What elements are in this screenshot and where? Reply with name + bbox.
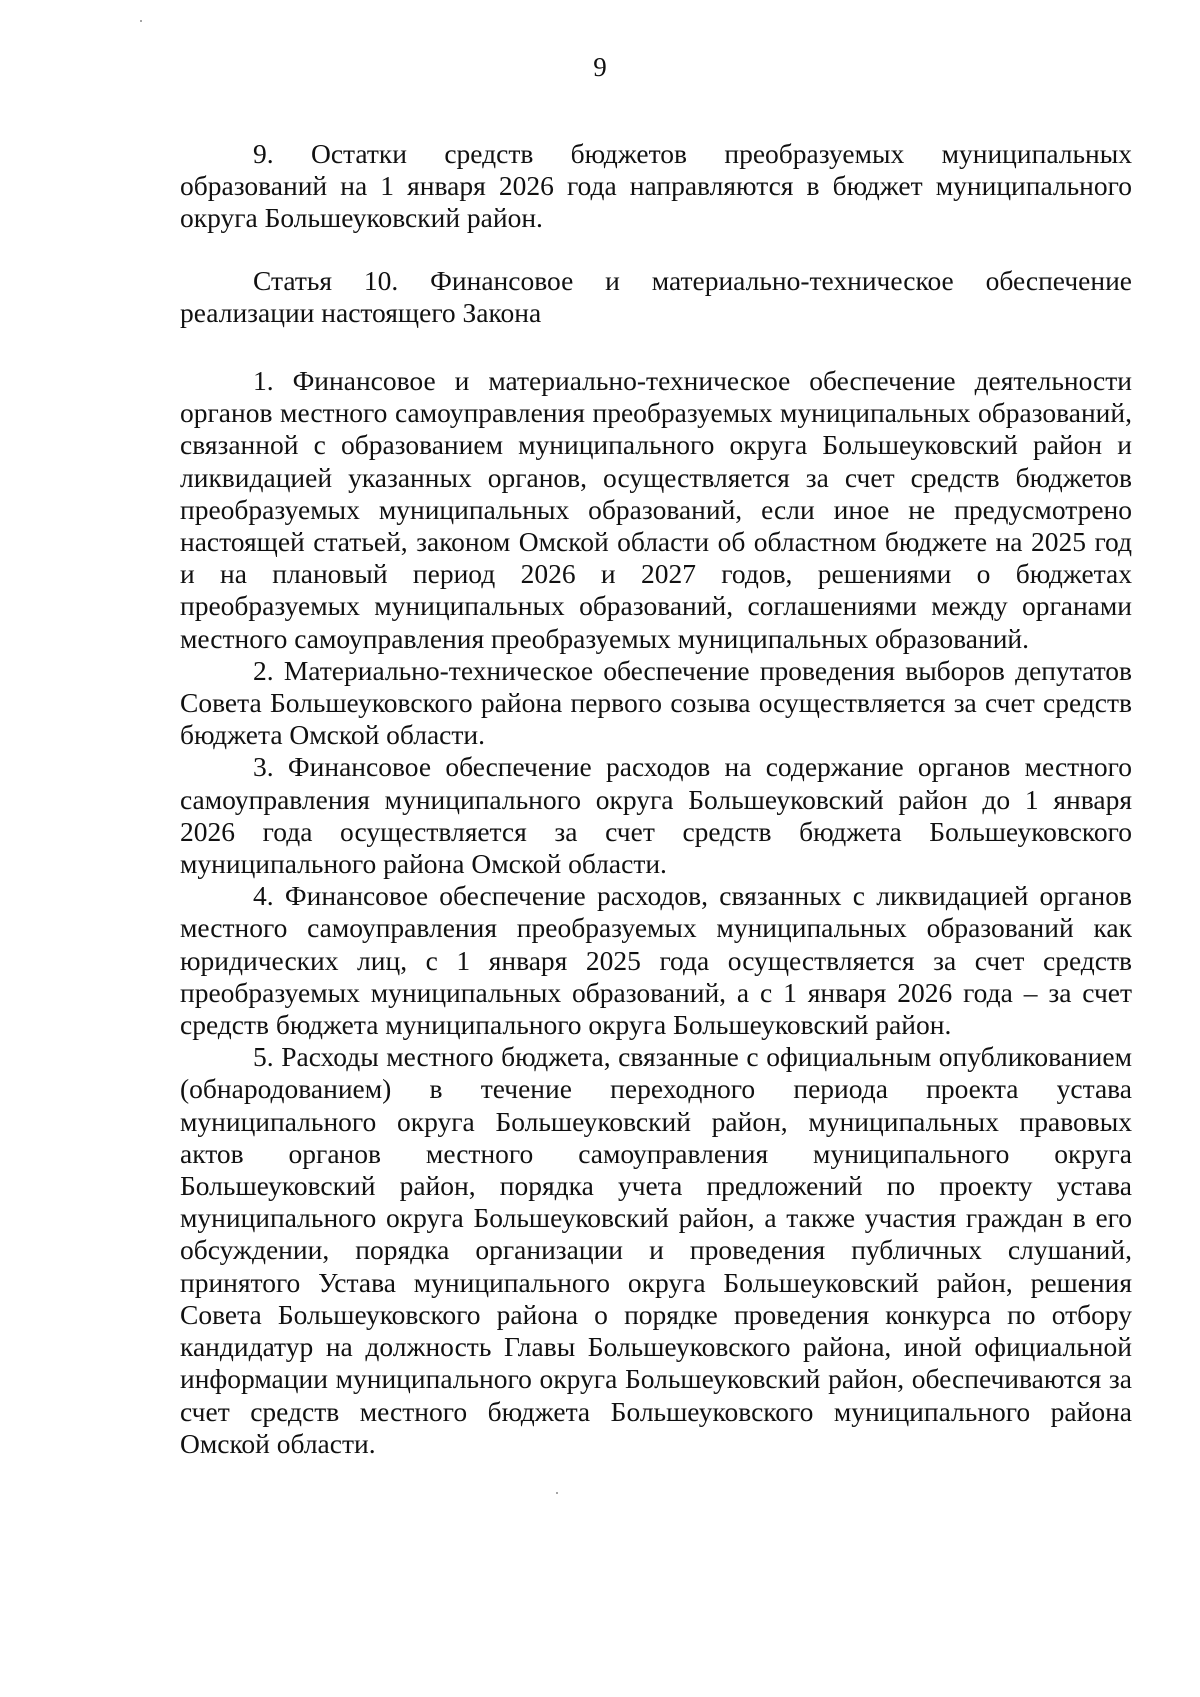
article-10-items	[180, 365, 1132, 1460]
article-10-item-5: 5. Расходы местного бюджета, связанные с официальным опубликованием (обнародованием) в течение переходного периода проекта устава муниципального округа Большеуковский район, муниципальных правовых актов органов местного самоуправления муниципального округа Большеуковский район, порядка учета предложений по проекту устава муниципального округа Большеуковский район, а также участия граждан в его обсуждении, порядка организации и проведения публичных слушаний, принятого Устава муниципального округа Большеуковский район, решения Совета Большеуковского района о порядке проведения конкурса по отбору кандидатур на должность Главы Большеуковского района, иной официальной информации муниципального округа Большеуковский район, обеспечиваются за счет средств местного бюджета Большеуковского муниципального района Омской области.	[180, 1041, 1132, 1459]
article-10	[180, 265, 1132, 329]
clause-9-text: 9. Остатки средств бюджетов преобразуемых муниципальных образований на 1 января 2026 года направляются в бюджет муниципального округа Большеуковский район.	[180, 138, 1132, 234]
article-10-item-2: 2. Материально-техническое обеспечение проведения выборов депутатов Совета Большеуковского района первого созыва осуществляется за счет средств бюджета Омской области.	[180, 654, 1132, 751]
page-number: 9	[593, 52, 607, 82]
article-10-item-1: 1. Финансовое и материально-техническое обеспечение деятельности органов местного самоуправления преобразуемых муниципальных образований, связанной с образованием муниципального округа Большеуковский район и ликвидацией указанных органов, осуществляется за счет средств бюджетов преобразуемых муниципальных образований, если иное не предусмотрено настоящей статьей, законом Омской области об областном бюджете на 2025 год и на плановый период 2026 и 2027 годов, решениями о бюджетах преобразуемых муниципальных образований, соглашениями между органами местного самоуправления преобразуемых муниципальных образований.	[180, 365, 1132, 654]
scan-speck	[556, 1492, 558, 1494]
article-10-heading: Статья 10. Финансовое и материально-техническое обеспечение реализации настоящего Закона	[180, 265, 1132, 329]
article-10-item-4: 4. Финансовое обеспечение расходов, связанных с ликвидацией органов местного самоуправления преобразуемых муниципальных образований как юридических лиц, с 1 января 2025 года осуществляется за счет средств преобразуемых муниципальных образований, а с 1 января 2026 года – за счет средств бюджета муниципального округа Большеуковский район.	[180, 880, 1132, 1041]
scan-speck	[140, 20, 142, 22]
article-10-item-3: 3. Финансовое обеспечение расходов на содержание органов местного самоуправления муниципального округа Большеуковский район до 1 января 2026 года осуществляется за счет средств бюджета Большеуковского муниципального района Омской области.	[180, 751, 1132, 880]
clause-9	[180, 138, 1132, 235]
